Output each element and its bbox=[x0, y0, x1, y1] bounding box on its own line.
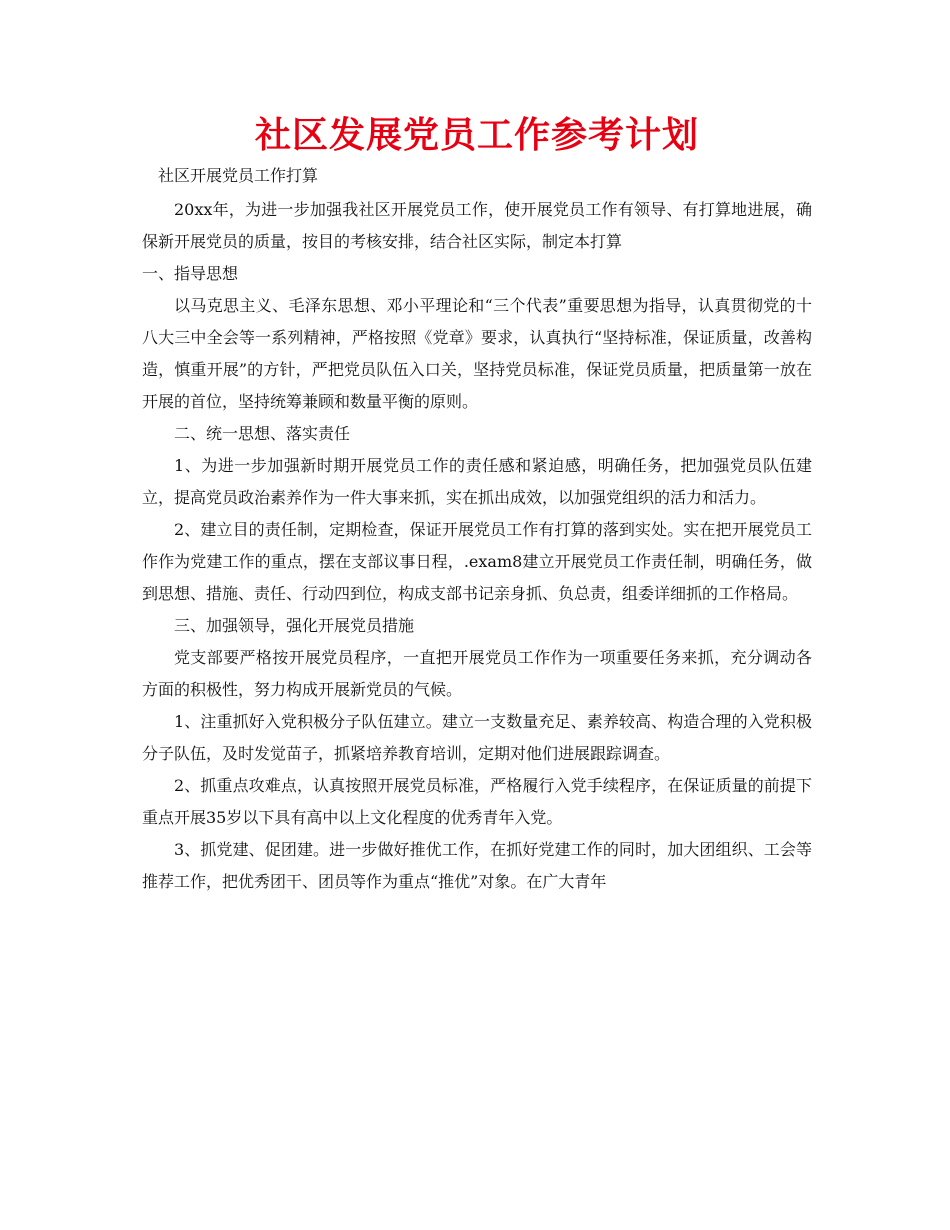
paragraph-leadership-intro: 党支部要严格按开展党员程序，一直把开展党员工作作为一项重要任务来抓，充分调动各方面的积极性，努力构成开展新党员的气候。 bbox=[142, 648, 812, 699]
paragraph-measure-3: 3、抓党建、促团建。进一步做好推优工作，在抓好党建工作的同时，加大团组织、工会等推荐工作，把优秀团干、团员等作为重点“推优”对象。在广大青年 bbox=[142, 840, 812, 891]
document-title: 社区发展党员工作参考计划 bbox=[254, 114, 699, 156]
paragraph-guiding-ideology: 以马克思主义、毛泽东思想、邓小平理论和“三个代表”重要思想为指导，认真贯彻党的十八大三中全会等一系列精神，严格按照《党章》要求，认真执行“坚持标准，保证质量，改善构造，慎重开展”的方针，严把党员队伍入口关，坚持党员标准，保证党员质量，把质量第一放在开展的首位，坚持统筹兼顾和数量平衡的原则。 bbox=[142, 296, 812, 411]
paragraph-measure-2: 2、抓重点攻难点，认真按照开展党员标准，严格履行入党手续程序，在保证质量的前提下重点开展35岁以下具有高中以上文化程度的优秀青年入党。 bbox=[142, 776, 812, 827]
paragraph-responsibility-1: 1、为进一步加强新时期开展党员工作的责任感和紧迫感，明确任务，把加强党员队伍建立，提高党员政治素养作为一件大事来抓，实在抓出成效，以加强党组织的活力和活力。 bbox=[142, 456, 812, 507]
section-heading-guiding-ideology: 一、指导思想 bbox=[142, 264, 239, 283]
paragraph-responsibility-2: 2、建立目的责任制，定期检查，保证开展党员工作有打算的落到实处。实在把开展党员工作作为党建工作的重点，摆在支部议事日程，.exam8建立开展党员工作责任制，明确任务，做到思想、措施、责任、行动四到位，构成支部书记亲身抓、负总责，组委详细抓的工作格局。 bbox=[142, 520, 812, 603]
section-heading-unify-thinking: 二、统一思想、落实责任 bbox=[174, 424, 351, 443]
paragraph-measure-1: 1、注重抓好入党积极分子队伍建立。建立一支数量充足、素养较高、构造合理的入党积极分子队伍，及时发觉苗子，抓紧培养教育培训，定期对他们进展跟踪调查。 bbox=[142, 712, 812, 763]
paragraph-intro: 20xx年，为进一步加强我社区开展党员工作，使开展党员工作有领导、有打算地进展，确保新开展党员的质量，按目的考核安排，结合社区实际，制定本打算 bbox=[142, 200, 812, 251]
document-subtitle: 社区开展党员工作打算 bbox=[158, 166, 319, 185]
section-heading-strengthen-leadership: 三、加强领导，强化开展党员措施 bbox=[174, 616, 415, 635]
